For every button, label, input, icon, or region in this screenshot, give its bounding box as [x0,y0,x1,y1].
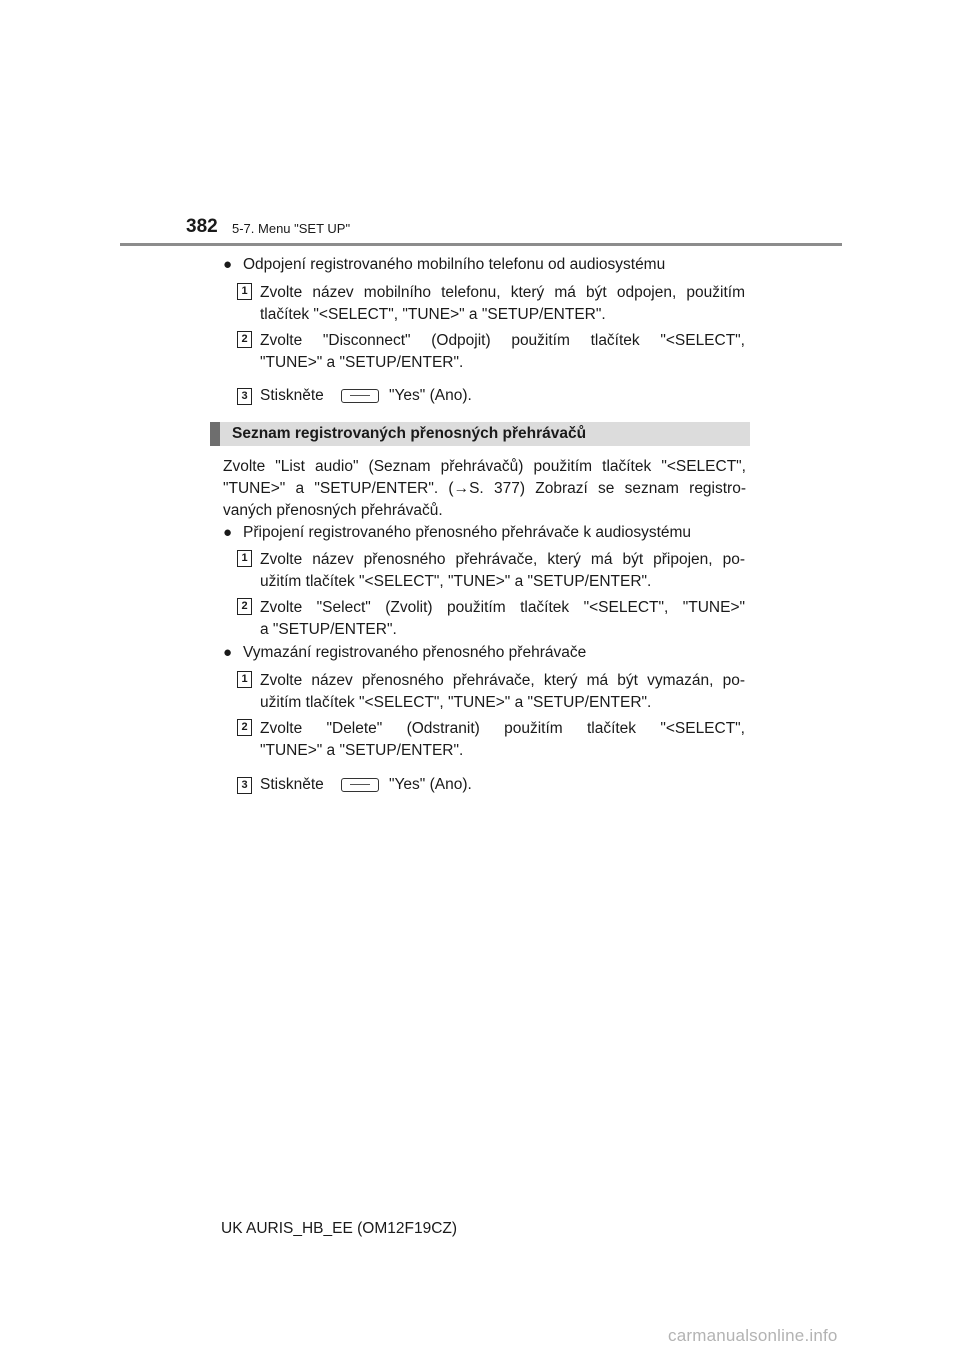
step-text: tlačítek "<SELECT", "TUNE>" a "SETUP/ENTER". [260,306,606,323]
document-code: UK AURIS_HB_EE (OM12F19CZ) [221,1220,458,1237]
step-number-badge: 1 [237,671,252,688]
bullet-icon: ● [223,256,233,273]
step-text: "TUNE>" a "SETUP/ENTER". [260,354,464,371]
step-text: Zvolte název přenosného přehrávače, který má být připojen, po- [260,551,745,568]
step-text: Stiskněte [260,387,324,404]
step-number-badge: 3 [237,388,252,405]
step-text: Zvolte název mobilního telefonu, který má být odpojen, použitím [260,284,745,301]
yes-button-icon [341,778,379,792]
bullet-icon: ● [223,524,233,541]
step-text: užitím tlačítek "<SELECT", "TUNE>" a "SETUP/ENTER". [260,694,652,711]
page-number: 382 [186,216,218,237]
intro-text: Zvolte "List audio" (Seznam přehrávačů) použitím tlačítek "<SELECT", [223,458,746,475]
page-header [0,0,960,250]
watermark: carmanualsonline.info [668,1326,838,1345]
step-number-badge: 1 [237,550,252,567]
step-text: užitím tlačítek "<SELECT", "TUNE>" a "SETUP/ENTER". [260,573,652,590]
header-divider [120,243,842,246]
bullet-title: Vymazání registrovaného přenosného přehrávače [243,644,587,661]
bullet-title: Připojení registrovaného přenosného přehrávače k audiosystému [243,524,692,541]
intro-text: vaných přenosných přehrávačů. [223,502,443,519]
step-text: Stiskněte [260,776,324,793]
section-heading-text: Seznam registrovaných přenosných přehrávačů [232,425,587,442]
bullet-title: Odpojení registrovaného mobilního telefonu od audiosystému [243,256,666,273]
step-text: Zvolte "Disconnect" (Odpojit) použitím tlačítek "<SELECT", [260,332,745,349]
step-text: "TUNE>" a "SETUP/ENTER". [260,742,464,759]
section-heading [210,422,750,446]
bullet-icon: ● [223,644,233,661]
step-number-badge: 2 [237,598,252,615]
step-number-badge: 3 [237,777,252,794]
step-number-badge: 2 [237,331,252,348]
step-text: Zvolte název přenosného přehrávače, který má být vymazán, po- [260,672,745,689]
step-text: "Yes" (Ano). [389,387,472,404]
step-text: Zvolte "Select" (Zvolit) použitím tlačítek "<SELECT", "TUNE>" [260,599,745,616]
step-text: a "SETUP/ENTER". [260,621,397,638]
yes-button-icon [341,389,379,403]
intro-text: "TUNE>" a "SETUP/ENTER". (→S. 377) Zobrazí se seznam registro- [223,480,746,497]
step-text: Zvolte "Delete" (Odstranit) použitím tlačítek "<SELECT", [260,720,745,737]
step-number-badge: 1 [237,283,252,300]
step-number-badge: 2 [237,719,252,736]
step-text: "Yes" (Ano). [389,776,472,793]
section-title: 5-7. Menu "SET UP" [232,221,351,236]
